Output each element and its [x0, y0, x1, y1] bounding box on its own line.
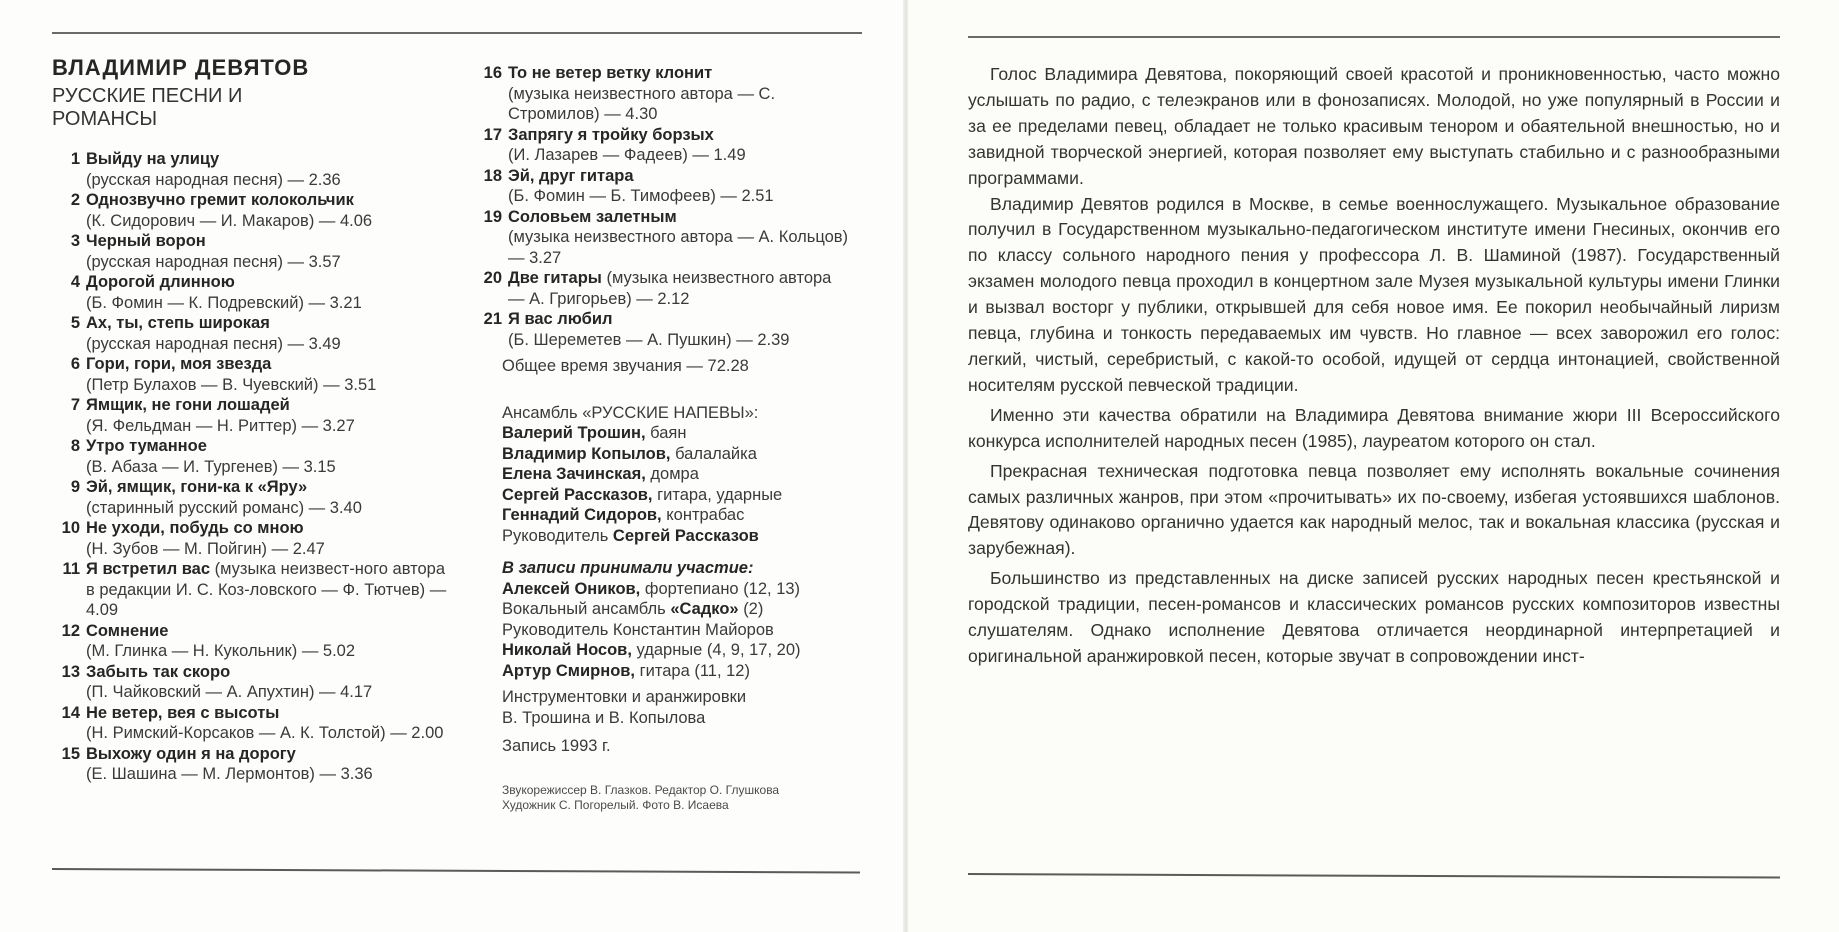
track-credit: (В. Абаза — И. Тургенев) — 3.15 [86, 457, 336, 476]
track-title: Я вас любил [508, 310, 613, 328]
track-item [52, 477, 452, 518]
track-item [52, 436, 452, 477]
bottom-rule [52, 868, 860, 874]
track-credit: (музыка неизвест-ного автора в редакции И. С. Коз-ловского — Ф. Тютчев) — 4.09 [86, 560, 447, 619]
track-title: Не ветер, вея с высоты [86, 703, 280, 722]
track-title: То не ветер ветку клонит [508, 64, 713, 82]
track-title: Соловьем залетным [508, 207, 677, 226]
essay-paragraph: Прекрасная техническая подготовка певца позволяет ему исполнять вокальные сочинения самых различных жанров, при этом «прочитывать» их по-своему, избегая устоявшихся шаблонов. Девятову одинаково органично удается как народный мелос, так и вокальная классика (русская и зарубежная). [968, 460, 1780, 559]
track-credit: (музыка неизвестного автора — А. Григорьев) — 2.12 [508, 269, 832, 308]
track-credit: (П. Чайковский — А. Апухтин) — 4.17 [86, 683, 373, 701]
track-credit: (русская народная песня) — 3.49 [86, 334, 341, 353]
track-number: 19 [483, 207, 502, 226]
liner-notes-essay [968, 62, 1780, 670]
track-number: 8 [70, 437, 80, 455]
guest-row: Алексей Оников, фортепиано (12, 13) [502, 579, 801, 598]
track-title: Эй, ямщик, гони-ка к «Яру» [86, 478, 308, 496]
ensemble-heading: Ансамбль «РУССКИЕ НАПЕВЫ»: [502, 403, 759, 422]
track-number: 3 [70, 232, 80, 250]
track-number: 20 [483, 269, 502, 287]
track-credit: (К. Сидорович — И. Макаров) — 4.06 [86, 211, 373, 230]
track-item [52, 621, 452, 662]
bottom-rule [968, 873, 1780, 879]
track-title: Ах, ты, степь широкая [86, 314, 270, 332]
track-title: Дорогой длинною [86, 273, 235, 291]
track-credit: (старинный русский романс) — 3.40 [86, 498, 362, 517]
track-item [52, 395, 452, 436]
track-number: 4 [70, 273, 80, 291]
track-item [52, 313, 452, 354]
track-title: Утро туманное [86, 437, 207, 455]
track-number: 10 [61, 519, 80, 537]
ensemble-member: Геннадий Сидоров, контрабас [502, 506, 745, 524]
track-item [472, 63, 852, 125]
guest-row: Вокальный ансамбль «Садко» (2) [502, 600, 764, 618]
track-number: 16 [483, 64, 502, 82]
track-title: Ямщик, не гони лошадей [86, 396, 290, 414]
track-item [52, 190, 452, 231]
track-title: Однозвучно гремит колокольчик [86, 191, 354, 209]
track-item [472, 309, 852, 350]
track-title: Эй, друг гитара [508, 166, 634, 185]
track-item [52, 518, 452, 559]
track-number: 12 [61, 621, 80, 640]
top-rule [52, 32, 862, 34]
tracklist-column-2 [472, 63, 852, 757]
track-credit: (русская народная песня) — 3.57 [86, 252, 341, 271]
track-item [52, 272, 452, 313]
track-credit: (Б. Фомин — К. Подревский) — 3.21 [86, 293, 362, 312]
total-time: Общее время звучания — 72.28 [502, 357, 749, 375]
guest-row: Артур Смирнов, гитара (11, 12) [502, 661, 750, 680]
track-title: Я встретил вас [86, 560, 211, 578]
track-number: 13 [61, 662, 80, 681]
ensemble-credits [502, 403, 852, 757]
track-title: Не уходи, побудь со мною [86, 519, 304, 537]
track-credit: (Б. Шереметев — А. Пушкин) — 2.39 [508, 330, 790, 349]
track-number: 1 [70, 150, 80, 168]
guest-row: Николай Носов, ударные (4, 9, 17, 20) [502, 641, 801, 659]
track-item [52, 703, 452, 744]
ensemble-member: Сергей Рассказов, гитара, ударные [502, 485, 783, 504]
track-list [52, 149, 452, 785]
track-credit: (Н. Римский-Корсаков — А. К. Толстой) — 2.00 [86, 724, 444, 742]
track-item [52, 149, 452, 190]
essay-paragraph: Голос Владимира Девятова, покоряющий своей красотой и проникновенностью, часто можно услышать по радио, с телеэкранов или в фонозаписях. Молодой, но уже популярный в России и за ее пределами певец, обладает не только красивым тенором и обаятельной внешностью, но и завидной творческой энергией, которая позволяет ему выступать стабильно и с разнообразными программами. [968, 64, 1780, 188]
track-number: 15 [61, 744, 80, 763]
track-item [472, 125, 852, 166]
left-page [0, 0, 905, 932]
track-number: 5 [70, 314, 80, 332]
track-title: Сомнение [86, 621, 169, 640]
track-number: 14 [61, 703, 80, 722]
track-item [52, 354, 452, 395]
track-credit: (Я. Фельдман — Н. Риттер) — 3.27 [86, 416, 355, 435]
track-credit: (Петр Булахов — В. Чуевский) — 3.51 [86, 375, 377, 394]
essay-paragraph: Владимир Девятов родился в Москве, в семье военнослужащего. Музыкальное образование получил в Государственном музыкально-педагогическом институте имени Гнесиных, окончив его по классу сольного народного пения у профессора Л. В. Шаминой (1987). Государственный экзамен молодого певца проходил в концертном зале Музея музыкальной культуры имени Глинки и вызвал восторг у публики, открывшей для себя новое имя. Ее покорил необычайный лиризм певца, глубина и тонкость передаваемых им чувств. Но главное — всех заворожил его голос: легкий, чистый, серебристый, с какой-то особой, идущей от сердца интонацией, свойственной носителям русской певческой традиции. [968, 193, 1780, 395]
track-number: 18 [483, 166, 502, 185]
guests-heading: В записи принимали участие: [502, 559, 754, 577]
track-number: 2 [70, 191, 80, 209]
track-number: 21 [483, 310, 502, 328]
track-number: 11 [62, 560, 80, 578]
track-item [472, 166, 852, 207]
track-title: Запрягу я тройку борзых [508, 125, 714, 144]
guest-row: Руководитель Константин Майоров [502, 620, 774, 639]
track-number: 7 [70, 396, 80, 414]
track-list [472, 63, 852, 350]
track-title: Две гитары [508, 269, 602, 287]
ensemble-member: Валерий Трошин, баян [502, 424, 687, 442]
track-credit: (Н. Зубов — М. Пойгин) — 2.47 [86, 539, 325, 558]
track-item [52, 744, 452, 785]
production-credits: Звукорежиссер В. Глазков. Редактор О. Глушкова Художник С. Погорелый. Фото В. Исаева [502, 783, 780, 812]
ensemble-member: Владимир Копылов, балалайка [502, 444, 757, 463]
track-item [472, 207, 852, 269]
track-title: Черный ворон [86, 232, 206, 250]
essay-paragraph: Большинство из представленных на диске записей русских народных песен крестьянской и городской традиции, песен-романсов и классических романсов русских композиторов известны слушателям. Однако исполнение Девятова отличается неординарной интерпретацией и оригинальной аранжировкой песен, которые звучат в сопровождении инст- [968, 568, 1780, 666]
track-number: 9 [70, 478, 80, 496]
track-credit: (И. Лазарев — Фадеев) — 1.49 [508, 146, 746, 164]
track-credit: (Б. Фомин — Б. Тимофеев) — 2.51 [508, 187, 774, 205]
track-credit: (Е. Шашина — М. Лермонтов) — 3.36 [86, 765, 373, 783]
artist-name: ВЛАДИМИР ДЕВЯТОВ [52, 55, 310, 80]
track-item [472, 268, 852, 309]
tracklist-column-1 [52, 55, 452, 785]
track-number: 17 [483, 125, 502, 144]
essay-paragraph: Именно эти качества обратили на Владимира Девятова внимание жюри III Всероссийского конкурса исполнителей народных песен (1985), лауреатом которого он стал. [968, 404, 1780, 451]
track-title: Выйду на улицу [86, 150, 220, 168]
ensemble-leader: Руководитель Сергей Рассказов [502, 526, 759, 545]
track-title: Забыть так скоро [86, 662, 231, 681]
track-credit: (М. Глинка — Н. Кукольник) — 5.02 [86, 642, 356, 660]
track-credit: (русская народная песня) — 2.36 [86, 170, 341, 189]
track-credit: (музыка неизвестного автора — А. Кольцов) — 3.27 [508, 228, 849, 267]
track-item [52, 231, 452, 272]
ensemble-member: Елена Зачинская, домра [502, 465, 699, 483]
ensemble-members [502, 423, 852, 526]
arrangements-credit: Инструментовки и аранжировки В. Трошина и В. Копылова [502, 688, 747, 727]
album-title: РУССКИЕ ПЕСНИ И РОМАНСЫ [52, 85, 243, 130]
recording-year: Запись 1993 г. [502, 737, 611, 755]
track-item [52, 662, 452, 703]
track-credit: (музыка неизвестного автора — С. Стромилов) — 4.30 [508, 84, 776, 123]
track-number: 6 [70, 355, 80, 373]
track-item [52, 559, 452, 621]
track-title: Выхожу один я на дорогу [86, 744, 296, 763]
track-title: Гори, гори, моя звезда [86, 355, 272, 373]
top-rule [968, 36, 1780, 38]
